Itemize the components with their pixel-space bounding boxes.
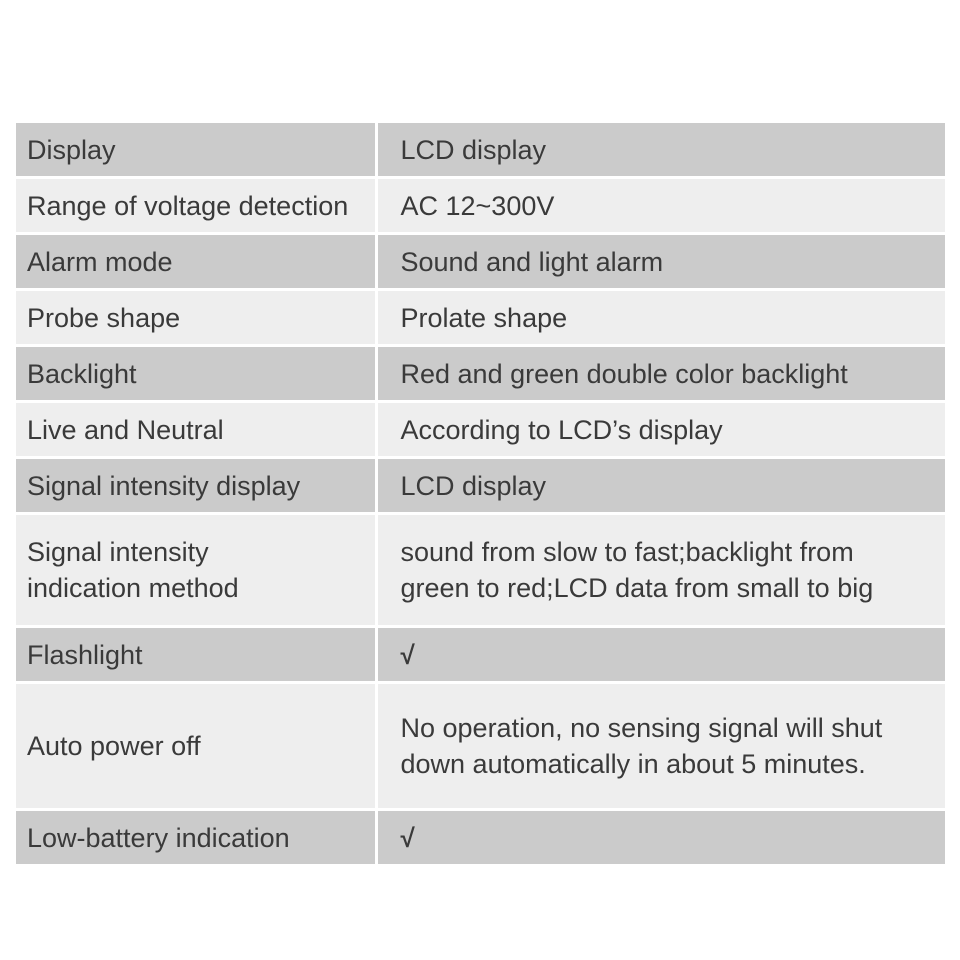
table-row (16, 178, 945, 234)
table-row (16, 810, 945, 865)
table-row (16, 346, 945, 402)
spec-value (376, 514, 945, 627)
spec-label (16, 514, 376, 627)
spec-value-line: No operation, no sensing signal will shut (400, 713, 883, 743)
checkmark-icon: √ (400, 822, 415, 853)
spec-label: Range of voltage detection (16, 178, 376, 234)
specification-table (16, 123, 945, 864)
spec-value: Sound and light alarm (376, 234, 945, 290)
spec-value: According to LCD’s display (376, 402, 945, 458)
table-row (16, 514, 945, 627)
spec-label: Auto power off (16, 683, 376, 810)
table-row (16, 627, 945, 683)
table-row (16, 123, 945, 178)
spec-label: Signal intensity display (16, 458, 376, 514)
spec-label: Live and Neutral (16, 402, 376, 458)
spec-value: Prolate shape (376, 290, 945, 346)
spec-value-line: down automatically in about 5 minutes. (400, 749, 866, 779)
spec-value: Red and green double color backlight (376, 346, 945, 402)
spec-value-line: green to red;LCD data from small to big (400, 573, 874, 603)
table-row (16, 683, 945, 810)
spec-value: LCD display (376, 123, 945, 178)
table-row (16, 402, 945, 458)
spec-label: Alarm mode (16, 234, 376, 290)
table-row (16, 458, 945, 514)
spec-value: LCD display (376, 458, 945, 514)
table-row (16, 234, 945, 290)
checkmark-icon: √ (400, 639, 415, 670)
spec-label: Flashlight (16, 627, 376, 683)
spec-value (376, 683, 945, 810)
spec-label-line: indication method (27, 573, 239, 603)
spec-value: AC 12~300V (376, 178, 945, 234)
spec-label: Probe shape (16, 290, 376, 346)
table-row (16, 290, 945, 346)
spec-label: Display (16, 123, 376, 178)
spec-value-line: sound from slow to fast;backlight from (400, 537, 854, 567)
spec-label-line: Signal intensity (27, 537, 209, 567)
spec-label: Backlight (16, 346, 376, 402)
spec-label: Low-battery indication (16, 810, 376, 865)
